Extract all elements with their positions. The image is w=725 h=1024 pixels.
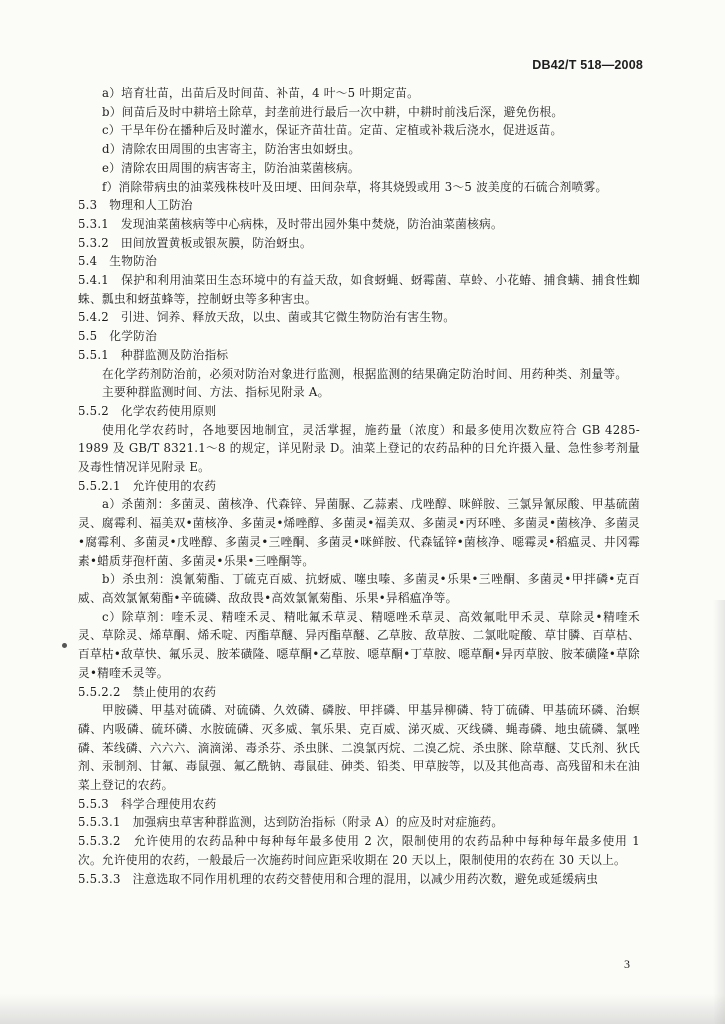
clause-5-3-2: 5.3.2 田间放置黄板或银灰膜，防治蚜虫。: [78, 235, 312, 250]
item-b-insecticides: b）杀虫剂：溴氰菊酯、丁硫克百威、抗蚜威、噻虫嗪、多菌灵•乐果•三唑酮、多菌灵•甲拌磷•克百威、高效氯氰菊酯•辛硫磷、敌敌畏•高效氯氰菊酯、乐果•异稻瘟净等。: [78, 572, 640, 605]
paragraph-appendix-a: 主要种群监测时间、方法、指标见附录 A。: [102, 385, 330, 400]
section-heading-5-4: 5.4 生物防治: [78, 254, 158, 269]
clause-5-4-2: 5.4.2 引进、饲养、释放天敌，以虫、菌或其它微生物防治有害生物。: [78, 310, 456, 325]
section-heading-5-5-2-2: 5.5.2.2 禁止使用的农药: [78, 684, 217, 699]
document-code: DB42/T 518—2008: [532, 58, 643, 72]
document-body: [78, 84, 640, 888]
item-f-cultivation: f）消除带病虫的油菜残株枝叶及田埂、田间杂草，将其烧毁或用 3～5 波美度的石硫合剂喷雾。: [102, 179, 608, 194]
section-heading-5-5-1: 5.5.1 种群监测及防治指标: [78, 347, 229, 362]
clause-5-5-3-3: 5.5.3.3 注意选取不同作用机理的农药交替使用和合理的混用，以减少用药次数，避免或延缓病虫: [78, 871, 599, 886]
clause-5-5-3-2: 5.5.3.2 允许使用的农药品种中每种每年最多使用 2 次，限制使用的农药品种中每种每年最多使用 1 次。允许使用的农药，一般最后一次施药时间应距采收期在 20 天以上，限制使用的农药在 30 天以上。: [78, 834, 640, 867]
paragraph-monitoring: 在化学药剂防治前，必须对防治对象进行监测，根据监测的结果确定防治时间、用药种类、剂量等。: [102, 366, 628, 381]
item-c-herbicides: c）除草剂：喹禾灵、精喹禾灵、精吡氟禾草灵、精噁唑禾草灵、高效氟吡甲禾灵、草除灵•精喹禾灵、草除灵、烯草酮、烯禾啶、丙酯草醚、异丙酯草醚、乙草胺、敌草胺、二氯吡啶酸、草甘膦、百草枯、百草枯•敌草快、氟乐灵、胺苯磺隆、噁草酮•乙草胺、噁草酮•丁草胺、噁草酮•异丙草胺、胺苯磺隆•草除灵•精喹禾灵等。: [78, 609, 640, 680]
item-a-cultivation: a）培育壮苗，出苗后及时间苗、补苗，4 叶～5 叶期定苗。: [102, 86, 420, 100]
section-heading-5-5: 5.5 化学防治: [78, 329, 158, 344]
scan-bottom-edge: [0, 994, 725, 1024]
scan-shadow: [713, 600, 725, 1024]
item-b-cultivation: b）间苗后及时中耕培土除草，封垄前进行最后一次中耕，中耕时前浅后深，避免伤根。: [102, 104, 564, 119]
paragraph-banned-pesticides: 甲胺磷、甲基对硫磷、对硫磷、久效磷、磷胺、甲拌磷、甲基异柳磷、特丁硫磷、甲基硫环磷、治螟磷、内吸磷、硫环磷、水胺硫磷、灭多威、氧乐果、克百威、涕灭威、灭线磷、蝇毒磷、地虫硫磷、氯唑磷、苯线磷、六六六、滴滴涕、毒杀芬、杀虫脒、二溴氯丙烷、二溴乙烷、杀虫脒、除草醚、艾氏剂、狄氏剂、汞制剂、甘氟、毒鼠强、氟乙酰钠、毒鼠硅、砷类、铅类、甲草胺等，以及其他高毒、高残留和未在油菜上登记的农药。: [78, 703, 640, 793]
section-heading-5-5-3: 5.5.3 科学合理使用农药: [78, 796, 217, 811]
clause-5-5-3-1: 5.5.3.1 加强病虫草害种群监测，达到防治指标（附录 A）的应及时对症施药。: [78, 815, 504, 830]
clause-5-3-1: 5.3.1 发现油菜菌核病等中心病株，及时带出园外集中焚烧，防治油菜菌核病。: [78, 216, 503, 231]
section-heading-5-3: 5.3 物理和人工防治: [78, 198, 193, 213]
item-c-cultivation: c）干旱年份在播种后及时灌水，保证齐苗壮苗。定苗、定植或补栽后浇水，促进返苗。: [102, 123, 563, 138]
item-e-cultivation: e）清除农田周围的病害寄主，防治油菜菌核病。: [102, 160, 360, 175]
item-d-cultivation: d）清除农田周围的虫害寄主，防治害虫如蚜虫。: [102, 142, 361, 157]
section-heading-5-5-2: 5.5.2 化学农药使用原则: [78, 403, 217, 418]
section-heading-5-5-2-1: 5.5.2.1 允许使用的农药: [78, 478, 217, 493]
page-number: 3: [624, 957, 630, 971]
item-a-fungicides: a）杀菌剂：多菌灵、菌核净、代森锌、异菌脲、乙蒜素、戊唑醇、咪鲜胺、三氯异氰尿酸、甲基硫菌灵、腐霉利、福美双•菌核净、多菌灵•烯唑醇、多菌灵•福美双、多菌灵•丙环唑、多菌灵•菌核净、多菌灵•腐霉利、多菌灵•戊唑醇、多菌灵•三唑酮、多菌灵•咪鲜胺、代森锰锌•菌核净、噁霉灵•稻瘟灵、井冈霉素•蜡质芽孢杆菌、多菌灵•乐果•三唑酮等。: [78, 497, 640, 568]
paragraph-pesticide-principles: 使用化学农药时，各地要因地制宜，灵活掌握，施药量（浓度）和最多使用次数应符合 GB 4285-1989 及 GB/T 8321.1～8 的规定，详见附录 D。油菜上登记的农药品种的日允许摄入量、急性参考剂量及毒性情况详见附录 E。: [78, 422, 640, 475]
clause-5-4-1: 5.4.1 保护和利用油菜田生态环境中的有益天敌，如食蚜蝇、蚜霉菌、草蛉、小花蝽、捕食螨、捕食性蜘蛛、瓢虫和蚜茧蜂等，控制蚜虫等多种害虫。: [78, 273, 640, 306]
scan-speck: [62, 643, 67, 648]
